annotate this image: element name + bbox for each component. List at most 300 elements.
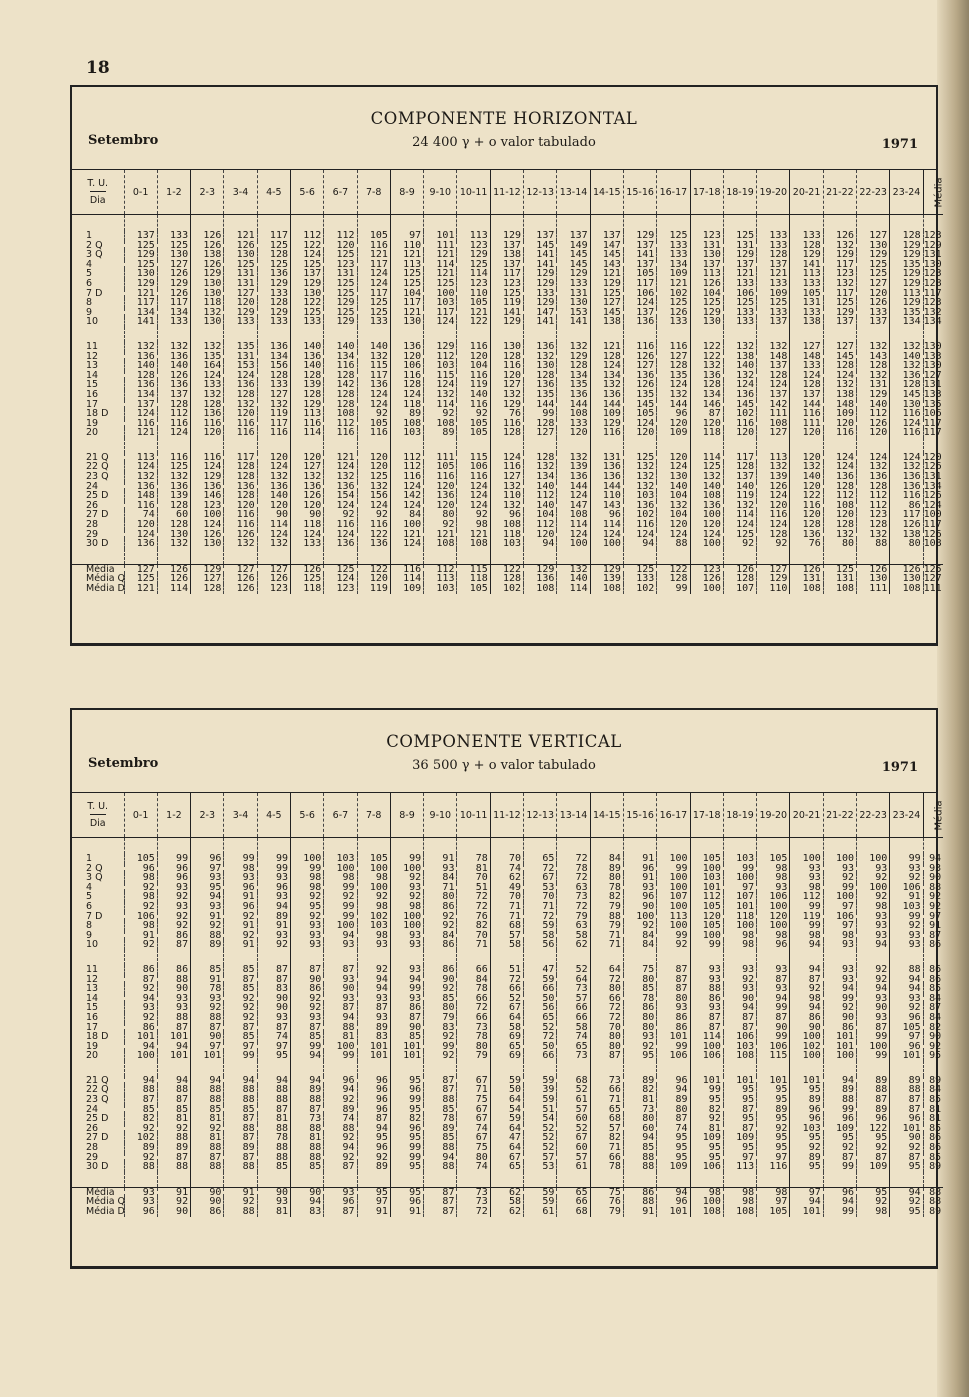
value-cell: 129 bbox=[890, 250, 923, 260]
value-cell: 96 bbox=[390, 1085, 423, 1095]
value-cell: 89 bbox=[657, 1095, 690, 1105]
value-cell: 88 bbox=[257, 1153, 290, 1163]
value-cell: 141 bbox=[557, 317, 590, 327]
value-cell: 121 bbox=[124, 289, 157, 299]
value-cell: 124 bbox=[357, 501, 390, 511]
day-label: 22 Q bbox=[86, 1084, 109, 1096]
value-cell: 128 bbox=[324, 400, 357, 410]
hour-column-header: 7-8 bbox=[357, 170, 390, 215]
value-cell: 113 bbox=[290, 409, 323, 419]
value-cell: 133 bbox=[157, 317, 190, 327]
day-label: 15 bbox=[86, 379, 99, 391]
value-cell: 112 bbox=[857, 409, 890, 419]
value-cell: 97 bbox=[790, 1187, 823, 1197]
value-cell: 136 bbox=[424, 491, 457, 501]
value-cell: 127 bbox=[623, 361, 656, 371]
value-cell: 88 bbox=[890, 1085, 923, 1095]
value-cell: 102 bbox=[490, 584, 523, 594]
value-cell: 108 bbox=[757, 419, 790, 429]
value-cell: 133 bbox=[657, 317, 690, 327]
value-cell: 133 bbox=[790, 279, 823, 289]
value-cell: 105 bbox=[690, 902, 723, 912]
value-cell: 89 bbox=[157, 1143, 190, 1153]
value-cell: 98 bbox=[124, 921, 157, 931]
value-cell: 120 bbox=[290, 501, 323, 511]
value-cell: 124 bbox=[457, 482, 490, 492]
value-cell: 104 bbox=[690, 289, 723, 299]
value-cell: 58 bbox=[490, 940, 523, 950]
value-cell: 101 bbox=[157, 1032, 190, 1042]
value-cell: 81 bbox=[623, 1095, 656, 1105]
value-cell: 100 bbox=[657, 873, 690, 883]
value-cell: 90 bbox=[823, 1013, 856, 1023]
value-cell: 95 bbox=[390, 1076, 423, 1086]
hour-column-header: 21-22 bbox=[823, 170, 856, 215]
value-cell: 95 bbox=[390, 1187, 423, 1197]
value-cell: 116 bbox=[457, 472, 490, 482]
value-cell: 137 bbox=[823, 317, 856, 327]
value-cell: 60 bbox=[623, 1124, 656, 1134]
value-cell: 94 bbox=[290, 1051, 323, 1061]
value-cell: 126 bbox=[890, 520, 923, 530]
value-cell: 104 bbox=[457, 361, 490, 371]
value-cell: 132 bbox=[890, 462, 923, 472]
value-cell: 68 bbox=[557, 1076, 590, 1086]
value-cell: 66 bbox=[590, 1153, 623, 1163]
value-cell: 87 bbox=[224, 1133, 257, 1143]
value-cell: 87 bbox=[890, 1105, 923, 1115]
value-cell: 125 bbox=[357, 472, 390, 482]
value-cell: 164 bbox=[191, 361, 224, 371]
value-cell: 92 bbox=[890, 873, 923, 883]
daily-mean-cell: 111 bbox=[923, 583, 942, 594]
value-cell: 138 bbox=[191, 250, 224, 260]
value-cell: 92 bbox=[890, 1197, 923, 1207]
value-cell: 87 bbox=[424, 1085, 457, 1095]
value-cell: 99 bbox=[823, 994, 856, 1004]
day-label: 11 bbox=[86, 340, 99, 352]
value-cell: 125 bbox=[857, 269, 890, 279]
value-cell: 91 bbox=[224, 921, 257, 931]
value-cell: 124 bbox=[757, 491, 790, 501]
value-cell: 95 bbox=[790, 1085, 823, 1095]
value-cell: 95 bbox=[890, 1162, 923, 1172]
value-cell: 87 bbox=[257, 1105, 290, 1115]
value-cell: 129 bbox=[590, 564, 623, 574]
value-cell: 129 bbox=[191, 472, 224, 482]
value-cell: 124 bbox=[357, 400, 390, 410]
value-cell: 72 bbox=[524, 1032, 557, 1042]
value-cell: 81 bbox=[157, 1114, 190, 1124]
value-cell: 87 bbox=[424, 1187, 457, 1197]
value-cell: 140 bbox=[557, 574, 590, 584]
value-cell: 141 bbox=[124, 317, 157, 327]
value-cell: 109 bbox=[590, 409, 623, 419]
value-cell: 112 bbox=[524, 520, 557, 530]
value-cell: 145 bbox=[890, 390, 923, 400]
value-cell: 94 bbox=[124, 1076, 157, 1086]
daily-mean-cell: 123 bbox=[923, 297, 942, 309]
day-label: 25 D bbox=[86, 490, 109, 502]
value-cell: 144 bbox=[557, 400, 590, 410]
value-cell: 129 bbox=[124, 250, 157, 260]
value-cell: 126 bbox=[290, 491, 323, 501]
daily-mean-cell: 134 bbox=[923, 480, 942, 492]
value-cell: 127 bbox=[790, 342, 823, 352]
value-cell: 81 bbox=[191, 1133, 224, 1143]
value-cell: 92 bbox=[424, 1032, 457, 1042]
value-cell: 140 bbox=[257, 491, 290, 501]
value-cell: 129 bbox=[823, 250, 856, 260]
value-cell: 92 bbox=[224, 912, 257, 922]
value-cell: 118 bbox=[191, 298, 224, 308]
value-cell: 64 bbox=[490, 1095, 523, 1105]
value-cell: 116 bbox=[224, 510, 257, 520]
value-cell: 47 bbox=[490, 1133, 523, 1143]
value-cell: 122 bbox=[690, 352, 723, 362]
day-label: 16 bbox=[86, 388, 99, 400]
value-cell: 126 bbox=[823, 231, 856, 241]
value-cell: 92 bbox=[324, 1133, 357, 1143]
value-cell: 112 bbox=[424, 564, 457, 574]
value-cell: 109 bbox=[690, 1133, 723, 1143]
value-cell: 130 bbox=[191, 279, 224, 289]
value-cell: 114 bbox=[557, 520, 590, 530]
value-cell: 74 bbox=[457, 1162, 490, 1172]
value-cell: 87 bbox=[324, 965, 357, 975]
value-cell: 121 bbox=[424, 269, 457, 279]
value-cell: 118 bbox=[690, 428, 723, 438]
value-cell: 127 bbox=[857, 279, 890, 289]
value-cell: 100 bbox=[757, 921, 790, 931]
value-cell: 148 bbox=[757, 352, 790, 362]
value-cell: 74 bbox=[490, 864, 523, 874]
day-label: 9 bbox=[86, 929, 93, 941]
value-cell: 97 bbox=[757, 1197, 790, 1207]
value-cell: 129 bbox=[723, 250, 756, 260]
value-cell: 65 bbox=[490, 1162, 523, 1172]
value-cell: 87 bbox=[790, 975, 823, 985]
value-cell: 57 bbox=[557, 1153, 590, 1163]
value-cell: 106 bbox=[823, 912, 856, 922]
value-cell: 82 bbox=[590, 1133, 623, 1143]
value-cell: 136 bbox=[524, 574, 557, 584]
value-cell: 88 bbox=[157, 1085, 190, 1095]
value-cell: 120 bbox=[690, 912, 723, 922]
value-cell: 116 bbox=[623, 342, 656, 352]
value-cell: 92 bbox=[290, 1003, 323, 1013]
value-cell: 94 bbox=[657, 1085, 690, 1095]
value-cell: 95 bbox=[823, 1133, 856, 1143]
value-cell: 100 bbox=[390, 921, 423, 931]
value-cell: 87 bbox=[357, 1114, 390, 1124]
value-cell: 85 bbox=[424, 1133, 457, 1143]
value-cell: 93 bbox=[890, 994, 923, 1004]
value-cell: 95 bbox=[690, 1095, 723, 1105]
value-cell: 74 bbox=[324, 1114, 357, 1124]
value-cell: 105 bbox=[357, 419, 390, 429]
value-cell: 101 bbox=[823, 1042, 856, 1052]
value-cell: 113 bbox=[790, 269, 823, 279]
value-cell: 64 bbox=[590, 965, 623, 975]
hour-column-header: 8-9 bbox=[390, 170, 423, 215]
value-cell: 58 bbox=[490, 1023, 523, 1033]
value-cell: 78 bbox=[457, 1032, 490, 1042]
value-cell: 109 bbox=[823, 409, 856, 419]
value-cell: 125 bbox=[457, 260, 490, 270]
value-cell: 88 bbox=[424, 1143, 457, 1153]
value-cell: 114 bbox=[157, 584, 190, 594]
value-cell: 116 bbox=[224, 520, 257, 530]
value-cell: 156 bbox=[357, 491, 390, 501]
value-cell: 140 bbox=[790, 472, 823, 482]
value-cell: 88 bbox=[424, 1095, 457, 1105]
value-cell: 100 bbox=[690, 510, 723, 520]
value-cell: 125 bbox=[657, 231, 690, 241]
value-cell: 96 bbox=[324, 1076, 357, 1086]
value-cell: 72 bbox=[457, 892, 490, 902]
value-cell: 132 bbox=[723, 342, 756, 352]
value-cell: 87 bbox=[590, 1051, 623, 1061]
value-cell: 70 bbox=[490, 854, 523, 864]
value-cell: 90 bbox=[257, 1003, 290, 1013]
value-cell: 87 bbox=[257, 965, 290, 975]
value-cell: 87 bbox=[424, 1207, 457, 1217]
value-cell: 129 bbox=[790, 250, 823, 260]
value-cell: 102 bbox=[790, 1042, 823, 1052]
value-cell: 92 bbox=[857, 975, 890, 985]
value-cell: 133 bbox=[191, 380, 224, 390]
value-cell: 88 bbox=[157, 975, 190, 985]
value-cell: 87 bbox=[290, 1105, 323, 1115]
value-cell: 109 bbox=[657, 1162, 690, 1172]
vertical-data-table bbox=[72, 793, 943, 1217]
value-cell: 100 bbox=[757, 902, 790, 912]
value-cell: 87 bbox=[757, 975, 790, 985]
value-cell: 90 bbox=[723, 994, 756, 1004]
value-cell: 113 bbox=[890, 289, 923, 299]
value-cell: 92 bbox=[191, 1124, 224, 1134]
value-cell: 86 bbox=[157, 965, 190, 975]
value-cell: 87 bbox=[157, 1023, 190, 1033]
value-cell: 86 bbox=[657, 1013, 690, 1023]
value-cell: 92 bbox=[324, 892, 357, 902]
value-cell: 123 bbox=[324, 260, 357, 270]
value-cell: 140 bbox=[124, 361, 157, 371]
value-cell: 56 bbox=[524, 1003, 557, 1013]
value-cell: 94 bbox=[623, 539, 656, 549]
hour-column-header: 22-23 bbox=[857, 170, 890, 215]
value-cell: 133 bbox=[290, 317, 323, 327]
value-cell: 78 bbox=[590, 1162, 623, 1172]
header-row bbox=[72, 170, 943, 215]
value-cell: 96 bbox=[357, 1143, 390, 1153]
value-cell: 135 bbox=[524, 390, 557, 400]
value-cell: 95 bbox=[757, 1133, 790, 1143]
value-cell: 134 bbox=[524, 472, 557, 482]
value-cell: 98 bbox=[357, 902, 390, 912]
value-cell: 52 bbox=[490, 994, 523, 1004]
value-cell: 99 bbox=[690, 1085, 723, 1095]
value-cell: 126 bbox=[157, 371, 190, 381]
value-cell: 130 bbox=[390, 317, 423, 327]
value-cell: 96 bbox=[790, 1105, 823, 1115]
value-cell: 118 bbox=[290, 520, 323, 530]
value-cell: 103 bbox=[623, 491, 656, 501]
day-label: 22 Q bbox=[86, 461, 109, 473]
hour-column-header: 23-24 bbox=[890, 170, 923, 215]
value-cell: 125 bbox=[723, 231, 756, 241]
hour-column-header: 10-11 bbox=[457, 170, 490, 215]
value-cell: 125 bbox=[623, 453, 656, 463]
value-cell: 116 bbox=[124, 501, 157, 511]
value-cell: 130 bbox=[124, 269, 157, 279]
value-cell: 65 bbox=[490, 1042, 523, 1052]
value-cell: 132 bbox=[657, 501, 690, 511]
value-cell: 92 bbox=[224, 931, 257, 941]
horizontal-data-table bbox=[72, 170, 943, 594]
value-cell: 121 bbox=[590, 342, 623, 352]
value-cell: 93 bbox=[257, 1013, 290, 1023]
value-cell: 86 bbox=[157, 931, 190, 941]
value-cell: 137 bbox=[124, 400, 157, 410]
value-cell: 98 bbox=[757, 1187, 790, 1197]
value-cell: 88 bbox=[257, 1085, 290, 1095]
value-cell: 103 bbox=[790, 1124, 823, 1134]
value-cell: 136 bbox=[257, 342, 290, 352]
day-label: 24 bbox=[86, 1103, 99, 1115]
value-cell: 91 bbox=[157, 1187, 190, 1197]
value-cell: 98 bbox=[823, 931, 856, 941]
value-cell: 129 bbox=[524, 269, 557, 279]
value-cell: 93 bbox=[857, 1013, 890, 1023]
value-cell: 101 bbox=[690, 1076, 723, 1086]
value-cell: 89 bbox=[790, 1095, 823, 1105]
value-cell: 96 bbox=[490, 510, 523, 520]
value-cell: 92 bbox=[124, 1124, 157, 1134]
day-label: 18 D bbox=[86, 1031, 109, 1043]
value-cell: 71 bbox=[590, 1095, 623, 1105]
value-cell: 92 bbox=[157, 1124, 190, 1134]
value-cell: 105 bbox=[457, 428, 490, 438]
value-cell: 129 bbox=[757, 574, 790, 584]
hour-column-header: 9-10 bbox=[424, 170, 457, 215]
value-cell: 78 bbox=[590, 883, 623, 893]
value-cell: 116 bbox=[823, 428, 856, 438]
value-cell: 86 bbox=[124, 965, 157, 975]
value-cell: 138 bbox=[590, 317, 623, 327]
value-cell: 92 bbox=[857, 1143, 890, 1153]
section-header bbox=[72, 710, 936, 793]
value-cell: 146 bbox=[690, 400, 723, 410]
hour-column-header: 14-15 bbox=[590, 170, 623, 215]
value-cell: 98 bbox=[723, 1197, 756, 1207]
value-cell: 105 bbox=[424, 462, 457, 472]
value-cell: 108 bbox=[490, 520, 523, 530]
value-cell: 95 bbox=[390, 1133, 423, 1143]
value-cell: 100 bbox=[690, 1042, 723, 1052]
value-cell: 112 bbox=[790, 892, 823, 902]
value-cell: 87 bbox=[690, 409, 723, 419]
value-cell: 114 bbox=[723, 510, 756, 520]
value-cell: 126 bbox=[790, 564, 823, 574]
value-cell: 125 bbox=[324, 250, 357, 260]
value-cell: 94 bbox=[790, 940, 823, 950]
value-cell: 59 bbox=[524, 921, 557, 931]
value-cell: 98 bbox=[690, 1187, 723, 1197]
value-cell: 106 bbox=[390, 361, 423, 371]
value-cell: 126 bbox=[857, 298, 890, 308]
tu-day-header: T. U. Dia bbox=[72, 170, 124, 215]
value-cell: 153 bbox=[224, 361, 257, 371]
value-cell: 70 bbox=[590, 1023, 623, 1033]
value-cell: 112 bbox=[324, 419, 357, 429]
value-cell: 120 bbox=[790, 482, 823, 492]
value-cell: 133 bbox=[257, 380, 290, 390]
value-cell: 88 bbox=[590, 912, 623, 922]
value-cell: 72 bbox=[557, 873, 590, 883]
value-cell: 95 bbox=[723, 1085, 756, 1095]
value-cell: 139 bbox=[290, 380, 323, 390]
value-cell: 87 bbox=[290, 965, 323, 975]
value-cell: 81 bbox=[457, 864, 490, 874]
value-cell: 116 bbox=[124, 419, 157, 429]
value-cell: 99 bbox=[390, 854, 423, 864]
daily-mean-cell: 134 bbox=[923, 316, 942, 328]
value-cell: 143 bbox=[590, 260, 623, 270]
value-cell: 137 bbox=[757, 390, 790, 400]
value-cell: 87 bbox=[157, 1095, 190, 1105]
value-cell: 88 bbox=[157, 1013, 190, 1023]
value-cell: 71 bbox=[524, 902, 557, 912]
value-cell: 80 bbox=[424, 892, 457, 902]
value-cell: 124 bbox=[191, 462, 224, 472]
value-cell: 90 bbox=[424, 975, 457, 985]
value-cell: 87 bbox=[124, 1095, 157, 1105]
day-label: 7 D bbox=[86, 910, 103, 922]
value-cell: 92 bbox=[124, 883, 157, 893]
value-cell: 124 bbox=[890, 453, 923, 463]
value-cell: 137 bbox=[557, 231, 590, 241]
value-cell: 100 bbox=[690, 931, 723, 941]
value-cell: 92 bbox=[424, 921, 457, 931]
value-cell: 71 bbox=[424, 883, 457, 893]
value-cell: 122 bbox=[490, 564, 523, 574]
value-cell: 99 bbox=[290, 864, 323, 874]
value-cell: 72 bbox=[557, 902, 590, 912]
value-cell: 98 bbox=[124, 873, 157, 883]
value-cell: 131 bbox=[224, 352, 257, 362]
value-cell: 144 bbox=[657, 400, 690, 410]
value-cell: 50 bbox=[524, 1042, 557, 1052]
value-cell: 64 bbox=[490, 1013, 523, 1023]
value-cell: 124 bbox=[390, 539, 423, 549]
value-cell: 113 bbox=[457, 231, 490, 241]
value-cell: 116 bbox=[457, 342, 490, 352]
value-cell: 67 bbox=[490, 1003, 523, 1013]
value-cell: 108 bbox=[690, 491, 723, 501]
value-cell: 120 bbox=[290, 453, 323, 463]
value-cell: 126 bbox=[690, 279, 723, 289]
value-cell: 70 bbox=[524, 892, 557, 902]
value-cell: 114 bbox=[290, 428, 323, 438]
value-cell: 49 bbox=[490, 883, 523, 893]
value-cell: 146 bbox=[191, 491, 224, 501]
value-cell: 62 bbox=[490, 1207, 523, 1217]
value-cell: 93 bbox=[823, 965, 856, 975]
value-cell: 136 bbox=[723, 390, 756, 400]
value-cell: 84 bbox=[623, 931, 656, 941]
